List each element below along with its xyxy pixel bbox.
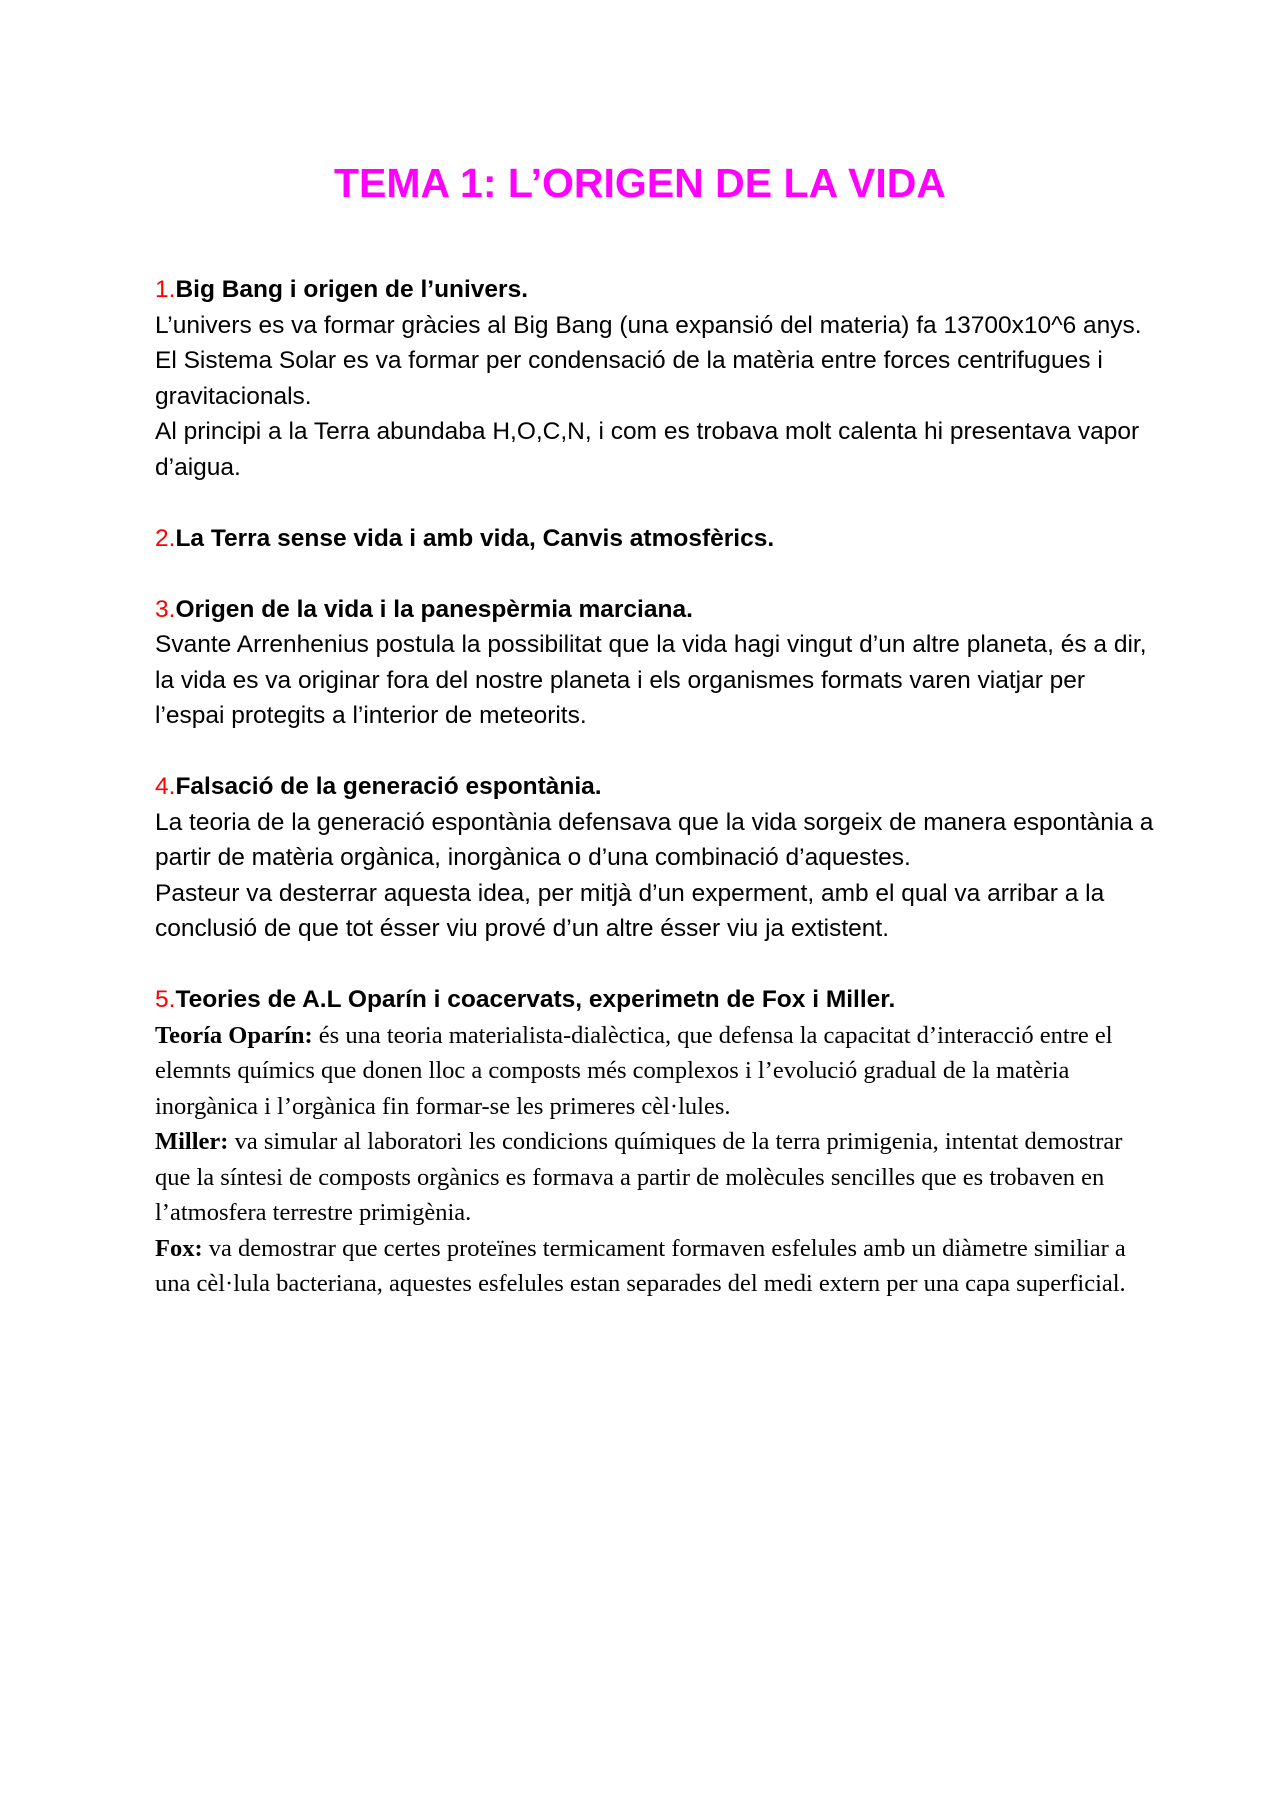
section-heading [155, 592, 1155, 628]
page-title: TEMA 1: L’ORIGEN DE LA VIDA [334, 160, 946, 206]
section-heading [155, 272, 1155, 308]
section-2 [155, 521, 1155, 557]
section-heading-text: Origen de la vida i la panespèrmia marciana. [175, 595, 693, 623]
theory-fox [155, 1231, 1155, 1302]
section-heading [155, 769, 1155, 805]
theory-label: Teoría Oparín: [155, 1021, 313, 1049]
theories-list [155, 1018, 1155, 1302]
section-number: 2. [155, 524, 176, 552]
section-heading [155, 982, 1155, 1018]
section-heading-text: Big Bang i origen de l’univers. [175, 276, 529, 303]
paragraph: Al principi a la Terra abundaba H,O,C,N, i com es trobava molt calenta hi presentava vapor d’aigua. [155, 418, 1140, 481]
paragraph: L’univers es va formar gràcies al Big Bang (una expansió del materia) fa 13700x10^6 anys. [155, 311, 1142, 339]
section-number: 1. [155, 276, 176, 303]
section-heading [155, 521, 1155, 557]
theory-text: va simular al laboratori les condicions químiques de la terra primigenia, intentat demostrar que la síntesi de composts orgànics es formava a partir de molècules sencilles que es trobaven en l’atmosfera terrestre primigènia. [155, 1128, 1123, 1226]
paragraph: Pasteur va desterrar aquesta idea, per mitjà d’un experment, amb el qual va arribar a la conclusió de que tot ésser viu prové d’un altre ésser viu ja extistent. [155, 879, 1105, 942]
section-3 [155, 592, 1155, 734]
theory-miller [155, 1124, 1155, 1231]
theory-oparin [155, 1018, 1155, 1125]
section-1 [155, 272, 1155, 485]
paragraph: La teoria de la generació espontània defensava que la vida sorgeix de manera espontània a partir de matèria orgànica, inorgànica o d’una combinació d’aquestes. [155, 808, 1154, 871]
section-heading-text: La Terra sense vida i amb vida, Canvis atmosfèrics. [175, 524, 775, 552]
section-4 [155, 769, 1155, 947]
section-number: 3. [155, 595, 176, 623]
section-heading-text: Falsació de la generació espontània. [175, 773, 602, 800]
theory-label: Fox: [155, 1234, 203, 1262]
section-heading-text: Teories de A.L Oparín i coacervats, experimetn de Fox i Miller. [175, 986, 896, 1013]
theory-text: va demostrar que certes proteïnes termicament formaven esfelules amb un diàmetre similiar a una cèl·lula bacteriana, aquestes esfelules estan separades del medi extern per una capa superficial. [155, 1234, 1126, 1297]
theory-text: és una teoria materialista-dialèctica, que defensa la capacitat d’interacció entre el elemnts químics que donen lloc a composts més complexos i l’evolució gradual de la matèria inorgànica i l’orgànica fin formar-se les primeres cèl·lules. [155, 1021, 1113, 1120]
theory-label: Miller: [155, 1128, 229, 1155]
paragraph: Svante Arrenhenius postula la possibilitat que la vida hagi vingut d’un altre planeta, és a dir, la vida es va originar fora del nostre planeta i els organismes formats varen viatjar per l’espai protegits a l’interior de meteorits. [155, 631, 1147, 729]
section-number: 5. [155, 986, 176, 1013]
paragraph: El Sistema Solar es va formar per condensació de la matèria entre forces centrifugues i gravitacionals. [155, 347, 1103, 410]
section-5 [155, 982, 1155, 1302]
section-number: 4. [155, 773, 176, 800]
document-body [155, 272, 1155, 1337]
